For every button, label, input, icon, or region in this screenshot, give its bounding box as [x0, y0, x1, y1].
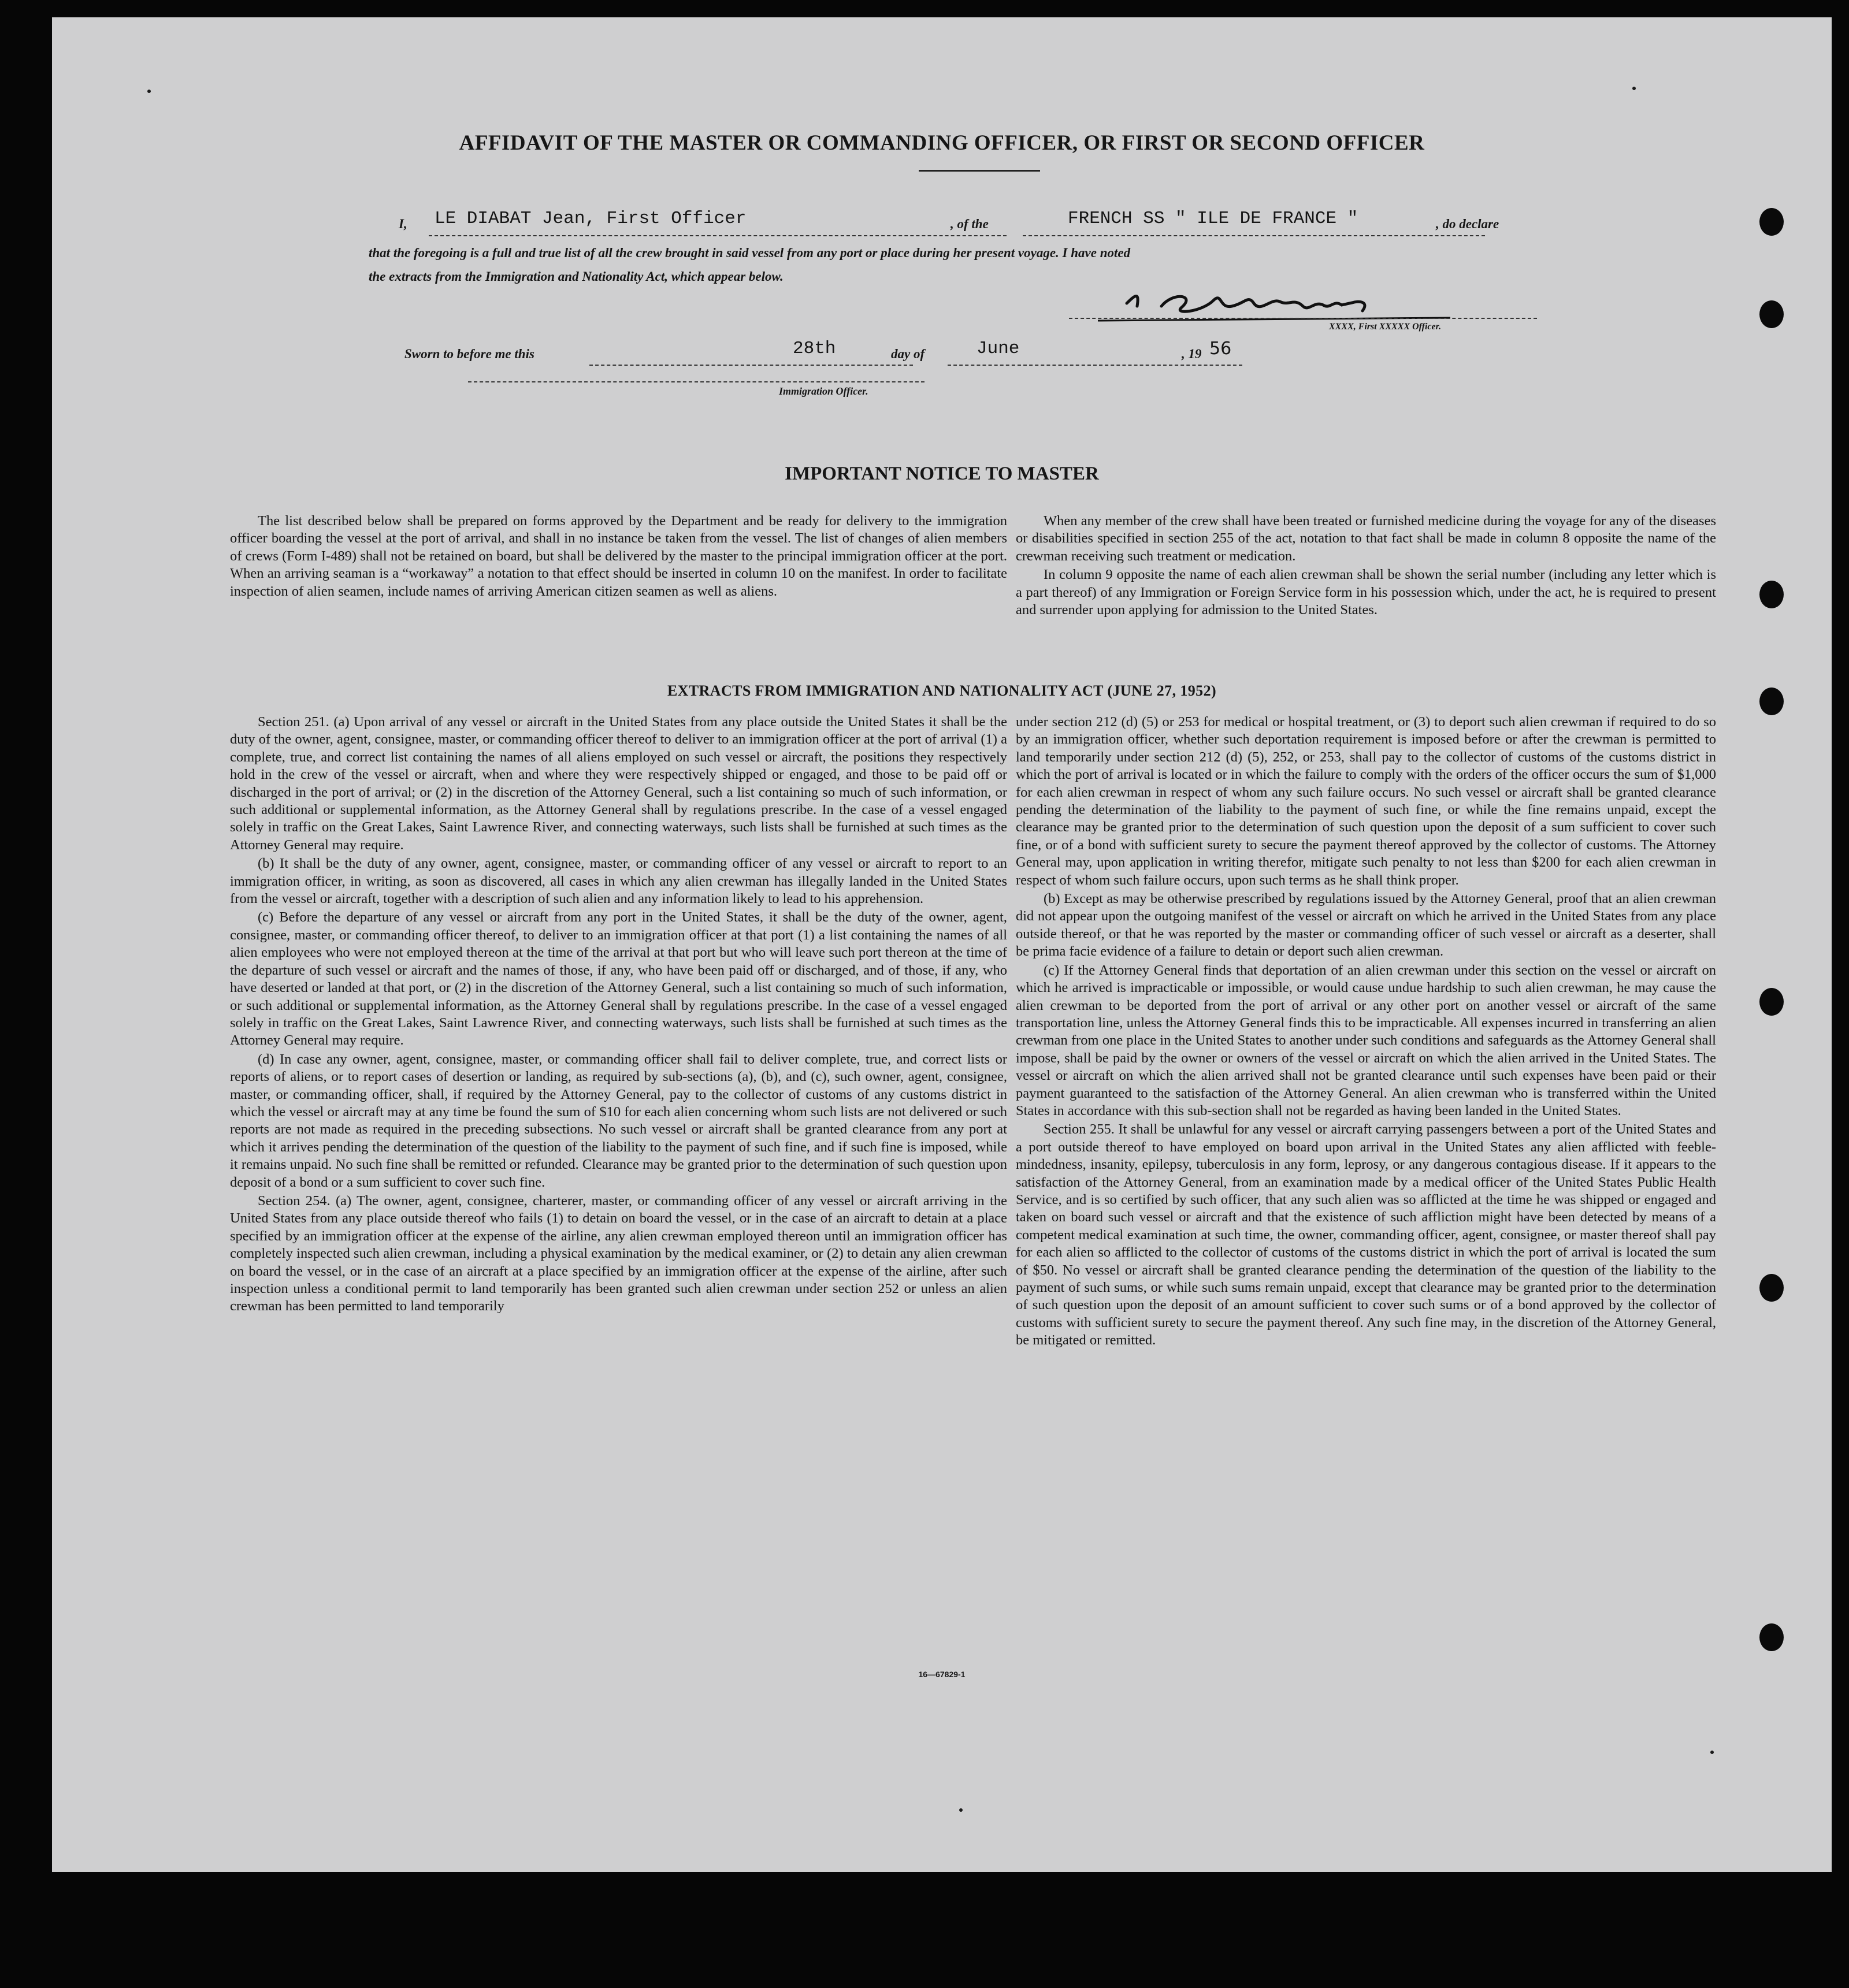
extracts-right-column — [1016, 714, 1716, 1351]
vessel-field-line — [1023, 235, 1485, 236]
immigration-officer-label: Immigration Officer. — [779, 385, 868, 397]
declaration-line-2: that the foregoing is a full and true list of all the crew brought in said vessel from any port or place during her present voyage. I have noted — [369, 246, 1131, 260]
speck — [147, 90, 151, 93]
document-page — [52, 17, 1832, 1872]
month-field-line — [948, 365, 1242, 366]
signature-line — [1069, 318, 1537, 319]
form-number: 16—67829-1 — [918, 1670, 966, 1679]
notice-paragraph: In column 9 opposite the name of each alien crewman shall be shown the serial number (including any letter which is a part thereof) of any Immigration or Foreign Service form in his possession which, under the act, he is required to present and surrender upon applying for admission to the United States. — [1016, 567, 1716, 618]
year-prefix: , 19 — [1182, 347, 1202, 361]
notice-left-column — [230, 512, 1007, 600]
statute-paragraph: Section 254. (a) The owner, agent, consignee, charterer, master, or commanding officer of any vessel or aircraft arriving in the United States from any place outside thereof who fails (1) to detain on board the vessel, or in the case of an aircraft to detain at a place specified by an immigration officer at the expense of the airline, any alien crewman employed thereon until an immigration officer has completely inspected such alien crewman, including a physical examination by the medical examiner, or (2) to detain any alien crewman on board the vessel, or in the case of an aircraft at a place specified by an immigration officer at the expense of the airline, after such inspection unless a conditional permit to land temporarily has been granted such alien crewman under section 252 or unless an alien crewman has been permitted to land temporarily — [230, 1192, 1007, 1314]
handwritten-signature — [1081, 272, 1520, 335]
vessel-name-field: FRENCH SS " ILE DE FRANCE " — [1068, 209, 1358, 229]
declaration-pronoun: I, — [399, 217, 407, 231]
binder-hole — [1759, 300, 1784, 328]
sworn-month-field: June — [977, 339, 1020, 359]
extracts-left-column — [230, 714, 1007, 1317]
speck — [959, 1808, 963, 1812]
name-field-line — [429, 235, 1007, 236]
statute-paragraph: (b) It shall be the duty of any owner, agent, consignee, master, or commanding officer of any vessel or aircraft to report to an immigration officer, in writing, as soon as discovered, all cases in which any alien crewman has illegally landed in the United States from the vessel or aircraft, together with a description of such alien and any information likely to lead to his apprehension. — [230, 856, 1007, 907]
notice-right-column — [1016, 512, 1716, 620]
sworn-label: Sworn to before me this — [404, 347, 534, 361]
statute-paragraph: (c) Before the departure of any vessel or aircraft from any port in the United States, it shall be the duty of the owner, agent, consignee, master, or commanding officer thereof, to deliver to an immigration officer at that port (1) a list containing the names of all alien employees who were not employed thereon at the time of the arrival at that port but who will leave such port thereon at the time of the departure of such vessel or aircraft and the names of those, if any, who have been paid off or discharged, and of those, if any, who have deserted or landed at that port, or (2) in the discretion of the Attorney General, such a list containing so much of such information, or such additional or supplemental information, as the Attorney General shall by regulations prescribe. In the case of a vessel engaged solely in traffic on the Great Lakes, Saint Lawrence River, and connecting waterways, such lists shall be furnished at such times as the Attorney General may require. — [230, 909, 1007, 1049]
title-underline — [919, 170, 1040, 172]
of-the-label: , of the — [951, 217, 989, 231]
extracts-title: EXTRACTS FROM IMMIGRATION AND NATIONALITY ACT (JUNE 27, 1952) — [667, 682, 1217, 699]
binder-hole — [1759, 581, 1784, 608]
statute-paragraph: (d) In case any owner, agent, consignee, master, or commanding officer shall fail to deliver complete, true, and correct lists or reports of aliens, or to report cases of desertion or landing, as required by sub-sections (a), (b), and (c), such owner, agent, consignee, master, or commanding officer, shall, if required by the Attorney General, pay to the collector of customs of any customs district in which the vessel or aircraft may at any time be found the sum of $10 for each alien concerning whom such lists are not delivered or such reports are not made as required in the preceding subsections. No such vessel or aircraft shall be granted clearance from any port at which it arrives pending the determination of the question of the liability to the payment of such fine, and if such fine is imposed, while it remains unpaid. No such fine shall be remitted or refunded. Clearance may be granted prior to the determination of such question upon deposit of a bond or a sum sufficient to cover such fine. — [230, 1051, 1007, 1190]
speck — [1710, 1751, 1714, 1754]
day-field-line — [589, 365, 913, 366]
signature-caption: XXXX, First XXXXX Officer. — [1329, 322, 1441, 332]
sworn-year-field: 56 — [1209, 339, 1232, 359]
binder-hole — [1759, 988, 1784, 1016]
binder-hole — [1759, 1623, 1784, 1651]
notice-paragraph: The list described below shall be prepared on forms approved by the Department and be ready for delivery to the immigration officer boarding the vessel at the port of arrival, and shall in no instance be taken from the vessel. The list of changes of alien members of crews (Form I-489) shall not be retained on board, but shall be delivered by the master to the principal immigration officer at the port. When an arriving seaman is a “workaway” a notation to that effect should be inserted in column 10 on the manifest. In order to facilitate inspection of alien seamen, include names of arriving American citizen seamen as well as aliens. — [230, 513, 1007, 599]
binder-hole — [1759, 1274, 1784, 1302]
declaration-line-3: the extracts from the Immigration and Nationality Act, which appear below. — [369, 269, 784, 284]
day-of-label: day of — [891, 347, 925, 361]
affidavit-title: AFFIDAVIT OF THE MASTER OR COMMANDING OFFICER, OR FIRST OR SECOND OFFICER — [459, 131, 1425, 155]
officer-name-field: LE DIABAT Jean, First Officer — [435, 209, 747, 229]
notice-paragraph: When any member of the crew shall have been treated or furnished medicine during the voyage for any of the diseases or disabilities specified in section 255 of the act, notation to that fact shall be made in column 8 opposite the name of the crewman receiving such treatment or medication. — [1016, 513, 1716, 564]
binder-hole — [1759, 208, 1784, 236]
sworn-day-field: 28th — [793, 339, 836, 359]
notice-title: IMPORTANT NOTICE TO MASTER — [785, 463, 1099, 484]
speck — [1632, 87, 1636, 90]
statute-paragraph: (b) Except as may be otherwise prescribed by regulations issued by the Attorney General, proof that an alien crewman did not appear upon the outgoing manifest of the vessel or aircraft on which he arrived in the United States from any place outside thereof, or that he was reported by the master or commanding officer of such vessel or aircraft as a deserter, shall be prima facie evidence of a failure to detain or deport such alien crewman. — [1016, 891, 1716, 960]
statute-paragraph: Section 251. (a) Upon arrival of any vessel or aircraft in the United States from any place outside the United States it shall be the duty of the owner, agent, consignee, master, or commanding officer thereof to deliver to an immigration officer at the port of arrival (1) a complete, true, and correct list containing the names of all aliens employed on such vessel or aircraft, the positions they respectively hold in the crew of the vessel or aircraft, when and where they were respectively shipped or engaged, and those to be paid off or discharged in the port of arrival; or (2) in the discretion of the Attorney General, such a list containing so much of such information, or such additional or supplemental information, as the Attorney General shall by regulations prescribe. In the case of a vessel engaged solely in traffic on the Great Lakes, Saint Lawrence River, and connecting waterways, such lists shall be furnished at such times as the Attorney General may require. — [230, 714, 1007, 853]
statute-paragraph: under section 212 (d) (5) or 253 for medical or hospital treatment, or (3) to deport such alien crewman if required to do so by an immigration officer, whether such deportation requirement is imposed before or after the crewman is permitted to land temporarily under section 212 (d) (5), 252, or 253, shall pay to the collector of customs of the customs district in which the port of arrival is located or in which the failure to comply with the orders of the officer occurs the sum of $1,000 for each alien crewman in respect of whom any such failure occurs. No such vessel or aircraft shall be granted clearance pending the determination of the liability to the payment of such fine, or while the fine remains unpaid, except the clearance may be granted prior to the determination of such question upon the deposit of a sum sufficient to cover such fine, or of a bond with sufficient surety to secure the payment thereof approved by the collector of customs. The Attorney General may, upon application in writing therefor, mitigate such penalty to not less than $200 for each alien crewman in respect of whom such failure occurs, upon such terms as he shall think proper. — [1016, 714, 1716, 888]
statute-paragraph: (c) If the Attorney General finds that deportation of an alien crewman under this section on the vessel or aircraft on which he arrived is impracticable or impossible, or would cause undue hardship to such alien crewman, he may cause the alien crewman to be deported from the port of arrival or any other port on another vessel or aircraft of the same transportation line, unless the Attorney General finds this to be impracticable. All expenses incurred in transferring an alien crewman from one place in the United States to another under such conditions and safeguards as the Attorney General shall impose, shall be paid by the owner or owners of the vessel or aircraft on which the alien arrived in the United States. The vessel or aircraft on which the alien arrived shall not be granted clearance until such expenses have been paid or their payment guaranteed to the satisfaction of the Attorney General. An alien crewman who is transferred within the United States in accordance with this sub-section shall not be regarded as having been landed in the United States. — [1016, 962, 1716, 1119]
do-declare-label: , do declare — [1436, 217, 1499, 231]
statute-paragraph: Section 255. It shall be unlawful for any vessel or aircraft carrying passengers between a port of the United States and a port outside thereof to have employed on board upon arrival in the United States any alien afflicted with feeble-mindedness, insanity, epilepsy, tuberculosis in any form, leprosy, or any dangerous contagious disease. If it appears to the satisfaction of the Attorney General, from an examination made by a medical officer of the United States Public Health Service, and is so certified by such officer, that any such alien was so afflicted at the time he was shipped or engaged and taken on board such vessel or aircraft and that the existence of such affliction might have been detected by means of a competent medical examination at such time, the owner, commanding officer, agent, consignee, or master thereof shall pay for each alien so afflicted to the collector of customs of the customs district in which the port of arrival is located the sum of $50. No vessel or aircraft shall be granted clearance pending the determination of the question of the liability to the payment of such sums, or while such sums remain unpaid, except that clearance may be granted prior to the determination of such question upon the deposit of an amount sufficient to cover such sums or of a bond approved by the collector of customs with sufficient surety to secure the payment thereof. Any such fine may, in the discretion of the Attorney General, be mitigated or remitted. — [1016, 1121, 1716, 1348]
immigration-officer-signature-line — [468, 381, 924, 382]
